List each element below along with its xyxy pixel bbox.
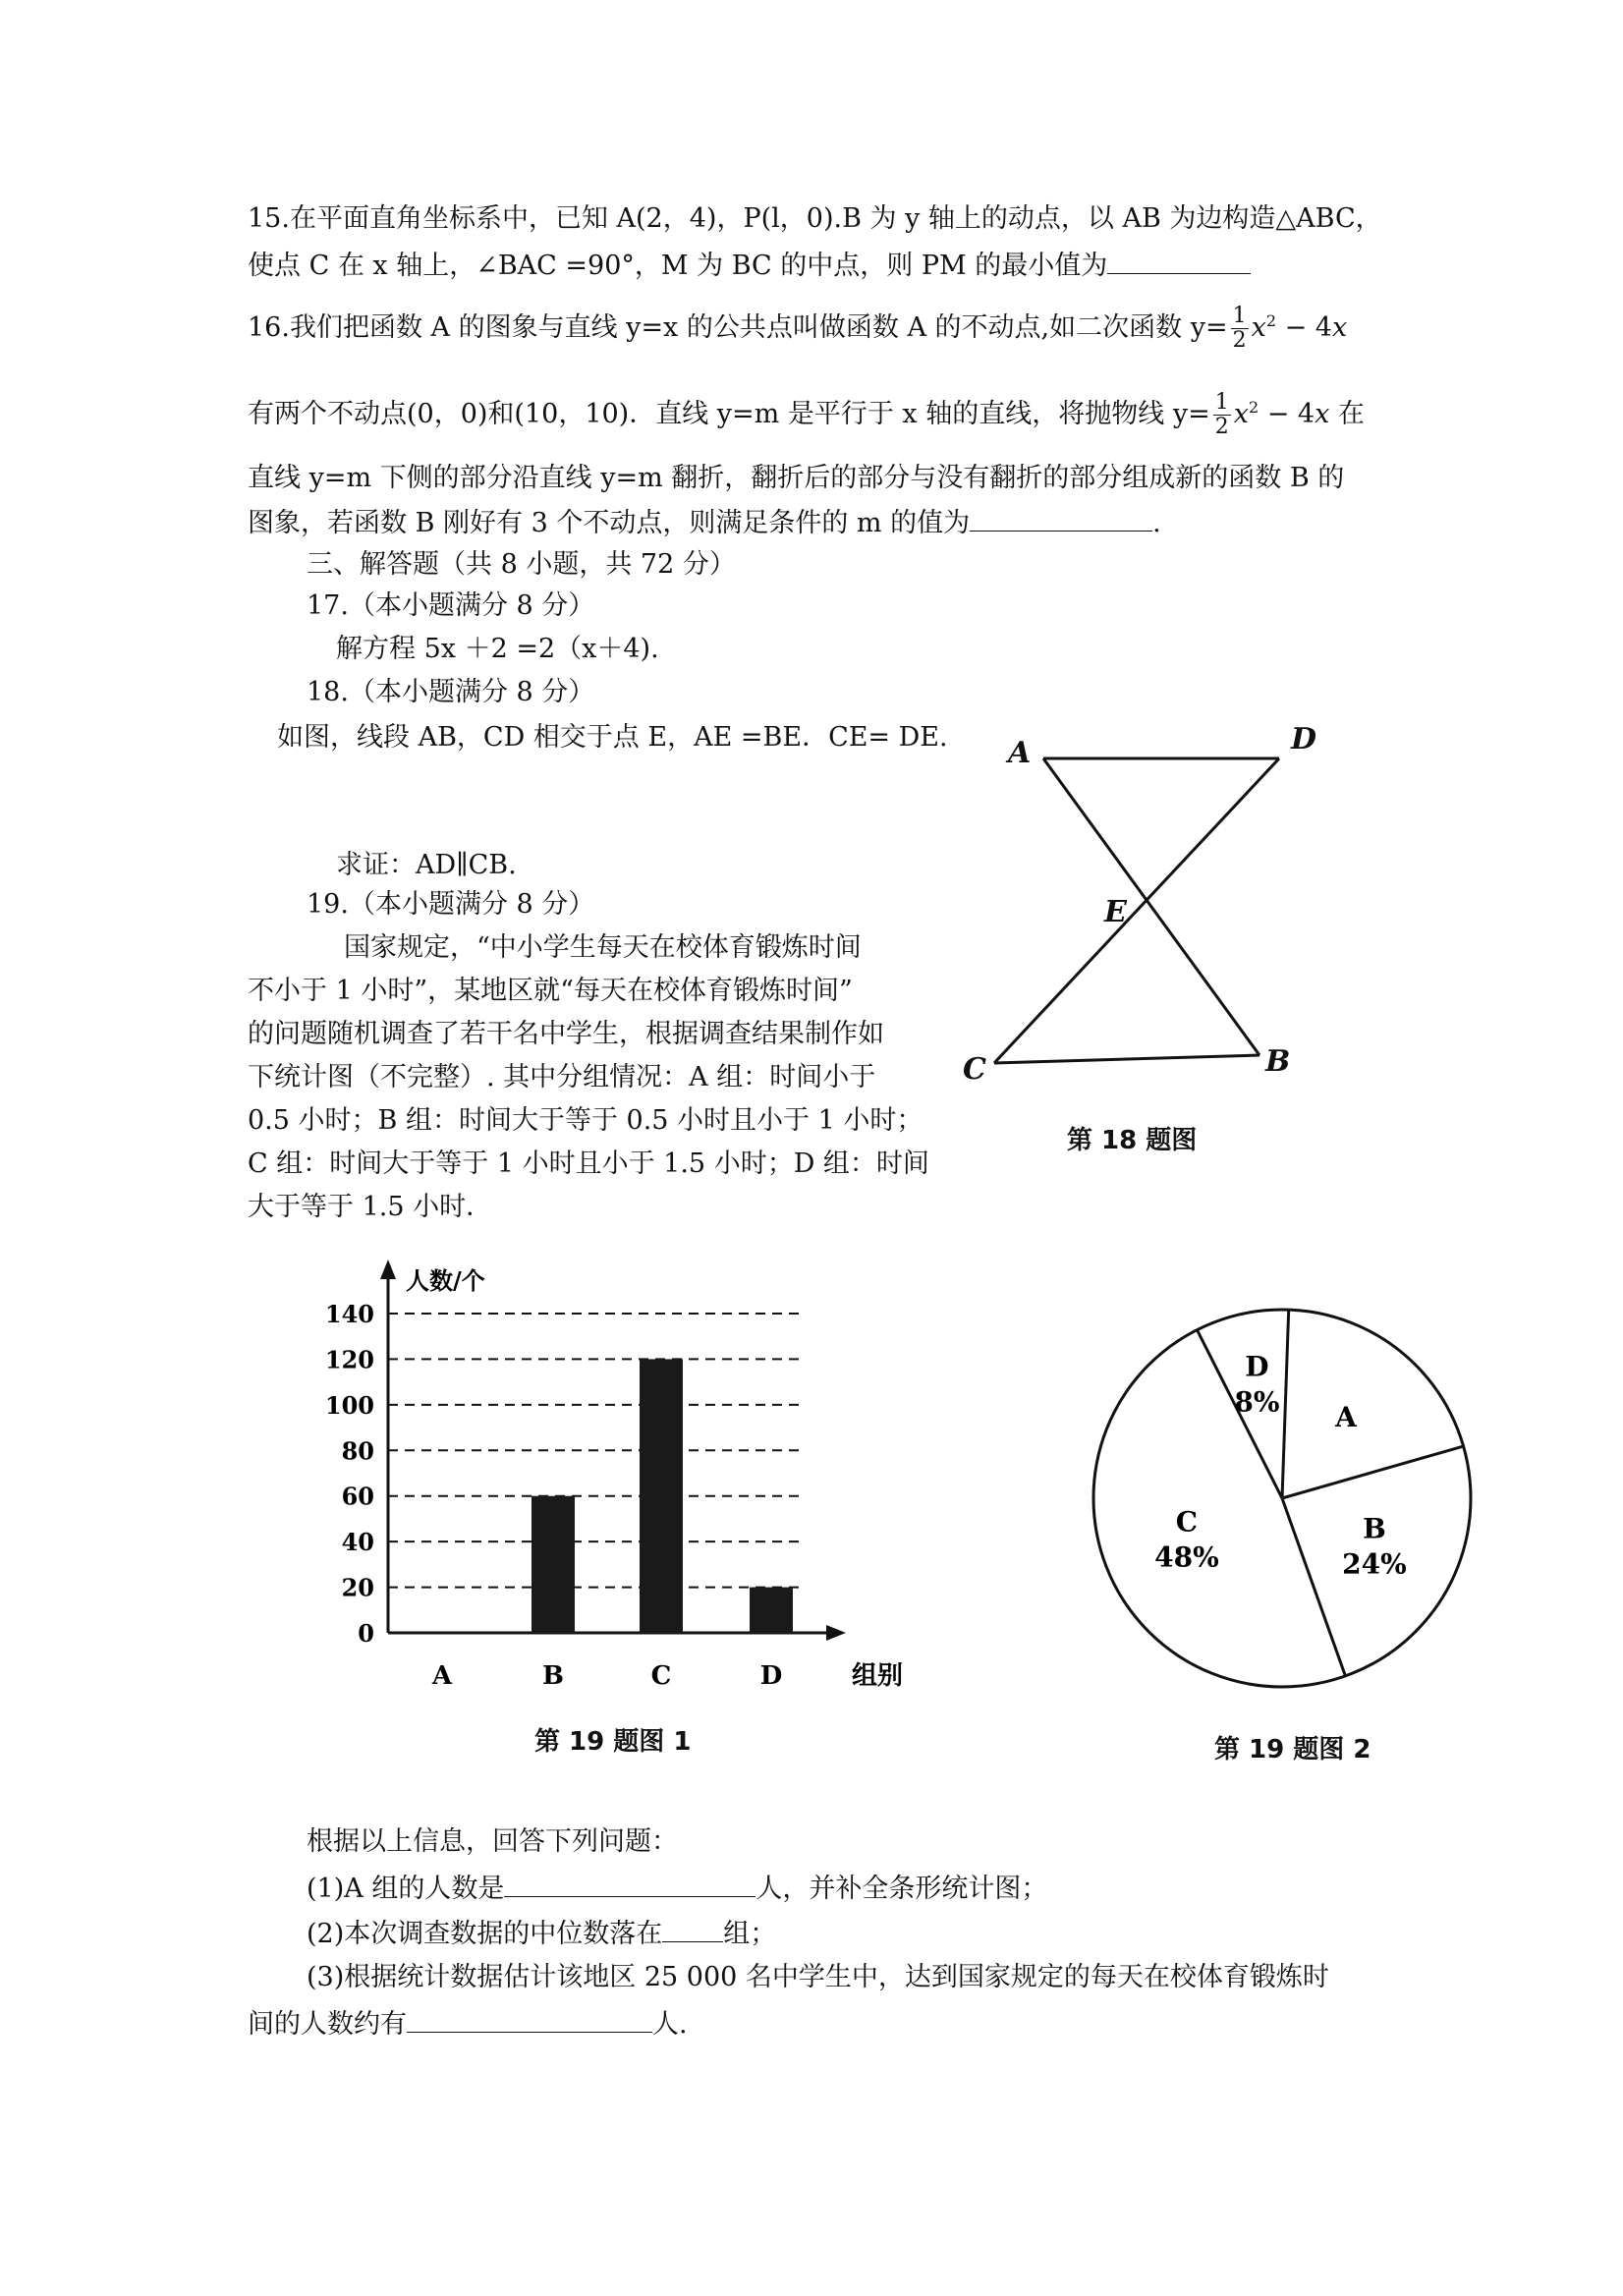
x-axis-arrow [826,1625,846,1641]
q19-line-5: 0.5 小时；B 组：时间大于等于 0.5 小时且小于 1 小时； [248,1105,923,1136]
q16-line-2-suffix: 在 [1337,399,1365,429]
q19-sub-1-blank[interactable] [504,1871,756,1897]
slice-percent-C: 48% [1154,1540,1219,1574]
y-tick-label: 140 [324,1300,374,1328]
q15-line-1: 15.在平面直角坐标系中，已知 A(2，4)，P(l，0).B 为 y 轴上的动点，以 AB 为边构造△ABC， [248,203,1382,234]
q16-expr-1-x2: x [1331,312,1348,343]
q16-expr-1-exp: 2 [1265,311,1276,330]
slice-label-D: D [1245,1350,1269,1383]
q19-line-7: 大于等于 1.5 小时． [248,1192,493,1222]
q16-fraction-1-den: 2 [1232,328,1247,353]
q16-line-4 [248,505,1161,540]
q19-title: 19.（本小题满分 8 分） [307,889,595,920]
q19-sub-3-end: 人. [652,2009,688,2040]
q19-sub-3-text: 间的人数约有 [248,2009,407,2040]
q19-line-2: 不小于 1 小时”，某地区就“每天在校体育锻炼时间” [248,976,853,1006]
q16-expr-1-x: x [1251,312,1266,343]
q16-expr-2-rest: − 4 [1259,399,1315,429]
q16-line-2-text: 有两个不动点(0，0)和(10，10)．直线 y=m 是平行于 x 轴的直线，将抛物线 y= [248,399,1210,429]
x-tick-label: A [431,1661,453,1691]
point-label-A: A [1008,736,1032,770]
q16-expr-2-x: x [1233,399,1249,429]
y-tick-label: 120 [324,1345,374,1374]
slice-percent-B: 24% [1342,1547,1407,1581]
bar-D [750,1588,793,1633]
slice-boundary [1282,1446,1464,1498]
q19-bar-chart [314,1248,904,1700]
q19-line-1: 国家规定，“中小学生每天在校体育锻炼时间 [344,932,862,963]
q19-line-4: 下统计图（不完整）. 其中分组情况：A 组：时间小于 [248,1062,876,1092]
y-tick-label: 20 [341,1573,374,1602]
q19-line-3: 的问题随机调查了若干名中学生，根据调查结果制作如 [248,1019,884,1049]
q16-answer-blank[interactable] [970,505,1152,532]
q16-fraction-2 [1213,391,1231,439]
q19-line-6: C 组：时间大于等于 1 小时且小于 1.5 小时；D 组：时间 [248,1148,929,1179]
q19-sub-3-line-1: (3)根据统计数据估计该地区 25 000 名中学生中，达到国家规定的每天在校体育锻炼时 [307,1962,1329,1992]
q19-sub-1-end: 人，并补全条形统计图； [756,1874,1048,1904]
slice-percent-D: 8% [1234,1385,1280,1419]
q19-sub-2 [307,1916,776,1951]
slice-label-A: A [1335,1400,1357,1433]
q16-line-3: 直线 y=m 下侧的部分沿直线 y=m 翻折，翻折后的部分与没有翻折的部分组成新的函数 B 的 [248,463,1345,493]
y-tick-label: 60 [341,1482,374,1511]
q18-prove: 求证：AD∥CB. [336,850,517,880]
q16-fraction-2-num: 1 [1214,390,1229,415]
q16-line-4-end: . [1152,508,1161,538]
q19-pie-chart [1081,1297,1493,1709]
q16-expr-2-x2: x [1315,399,1330,429]
q18-caption: 第 18 题图 [1067,1126,1198,1155]
q19-intro: 根据以上信息，回答下列问题： [307,1826,678,1857]
x-tick-label: B [542,1661,564,1691]
q15-answer-blank[interactable] [1107,248,1251,274]
y-tick-label: 40 [341,1528,374,1557]
q17-body: 解方程 5x ＋2 =2（x＋4). [336,634,659,664]
y-tick-label: 80 [341,1436,374,1466]
segment-CB [994,1055,1259,1063]
q16-fraction-1 [1231,305,1249,353]
q19-sub-3-blank[interactable] [407,2006,652,2033]
segment-CD [994,758,1279,1063]
y-tick-label: 100 [324,1390,374,1420]
q16-line-2 [248,391,1365,439]
q16-line-1-text: 16.我们把函数 A 的图象与直线 y=x 的公共点叫做函数 A 的不动点,如二次函数 y= [248,312,1228,343]
segment-AB [1043,758,1259,1055]
q16-expr-2-exp: 2 [1248,398,1259,417]
q19-sub-1 [307,1871,1047,1906]
q19-caption-2: 第 19 题图 2 [1214,1735,1371,1764]
x-axis-label: 组别 [852,1661,904,1691]
bar-B [532,1496,575,1633]
q18-figure [963,707,1356,1100]
point-label-E: E [1104,895,1127,929]
q19-sub-2-text: (2)本次调查数据的中位数落在 [307,1919,663,1949]
q18-title: 18.（本小题满分 8 分） [307,677,595,707]
q16-fraction-2-den: 2 [1214,415,1229,439]
y-axis-label: 人数/个 [406,1266,485,1295]
point-label-D: D [1291,722,1317,756]
slice-boundary [1282,1498,1345,1676]
x-tick-label: C [650,1661,672,1691]
q18-body: 如图，线段 AB，CD 相交于点 E，AE =BE．CE= DE. [277,722,948,753]
q15-line-2 [248,248,1251,283]
q17-title: 17.（本小题满分 8 分） [307,590,595,621]
q19-caption-1: 第 19 题图 1 [534,1727,692,1757]
q19-sub-2-blank[interactable] [662,1916,723,1942]
q16-line-1 [248,305,1347,353]
point-label-B: B [1265,1044,1291,1079]
q15-line-2-text: 使点 C 在 x 轴上，∠BAC =90°，M 为 BC 的中点，则 PM 的最小值为 [248,251,1108,281]
slice-boundary [1282,1310,1289,1498]
bar-C [640,1359,683,1633]
y-axis-arrow [380,1260,396,1279]
x-tick-label: D [759,1661,783,1691]
q19-sub-1-text: (1)A 组的人数是 [307,1874,505,1904]
q16-fraction-1-num: 1 [1232,304,1247,328]
q16-line-4-text: 图象，若函数 B 刚好有 3 个不动点，则满足条件的 m 的值为 [248,508,971,538]
y-tick-label: 0 [358,1619,374,1648]
slice-label-B: B [1363,1512,1386,1545]
slice-label-C: C [1175,1505,1199,1539]
q16-expr-1-rest: − 4 [1276,312,1332,343]
point-label-C: C [963,1052,986,1087]
q19-sub-3-line-2 [248,2006,688,2042]
section-3-heading: 三、解答题（共 8 小题，共 72 分） [307,549,736,580]
q19-sub-2-end: 组； [723,1919,777,1949]
